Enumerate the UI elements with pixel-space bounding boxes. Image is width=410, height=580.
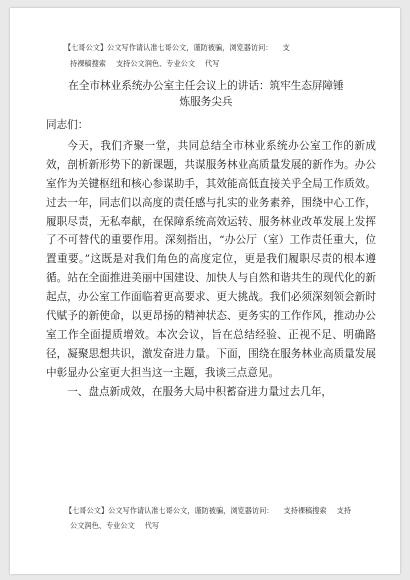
document-body xyxy=(46,116,376,402)
header-search-text: 持裸稿搜索 xyxy=(70,59,106,68)
header-notice-tail: 支 xyxy=(282,43,290,52)
header-write-text: 代写 xyxy=(205,59,220,68)
footer-support-text: 支持 xyxy=(336,506,351,515)
body-paragraph-1: 今天，我们齐聚一堂，共同总结全市林业系统办公室工作的新成效，剖析新形势下的新课题，共谋服务林业高质量发展的新作为。办公室作为关键枢纽和核心参谋助手，其效能高低直接关乎全局工作质效。过去一年，同志们以高度的责任感与扎实的业务素养，围绕中心工作，履职尽责，无私奉献，在保障系统高效运转、服务林业改革发展上发挥了不可替代的重要作用。深刻指出，“办公厅（室）工作责任重大，位置重要。”这既是对我们角色的高度定位，更是我们履职尽责的根本遵循。站在全面推进美丽中国建设、加快人与自然和谐共生的现代化的新起点，办公室工作面临着更高要求、更大挑战。我们必须深刻领会新时代赋予的新使命，以更昂扬的精神状态、更务实的工作作风，推动办公室工作全面提质增效。本次会议，旨在总结经验、正视不足、明确路径，凝聚思想共识，激发奋进力量。下面，围绕在服务林业高质量发展中彰显办公室更大担当这一主题，我谈三点意见。 xyxy=(46,139,376,379)
page-header-line-1 xyxy=(64,42,364,53)
page-footer-line-1 xyxy=(65,505,375,516)
header-notice-text: 【七哥公文】公文写作请认准七哥公文，谨防被骗，浏览器访问： xyxy=(64,43,273,52)
salutation: 同志们： xyxy=(46,119,89,131)
page-header-line-2 xyxy=(70,58,370,69)
footer-write-text: 代写 xyxy=(144,521,160,530)
header-polish-text: 支持公文润色、专业公文 xyxy=(115,59,196,68)
footer-polish-text: 公文润色、专业公文 xyxy=(70,521,135,530)
document-page xyxy=(10,8,400,574)
body-paragraph-2: 一、盘点新成效，在服务大局中积蓄奋进力量过去几年， xyxy=(67,385,333,398)
page-footer-line-2 xyxy=(70,520,380,531)
footer-search-text: 支持裸稿搜索 xyxy=(283,506,327,515)
document-title xyxy=(46,78,366,110)
document-title-line-2: 炼服务尖兵 xyxy=(179,96,233,108)
footer-notice-text: 【七哥公文】公文写作请认准七哥公文，谨防被骗，浏览器访问： xyxy=(65,506,274,515)
document-title-line-1: 在全市林业系统办公室主任会议上的讲话：筑牢生态屏障锤 xyxy=(68,80,344,92)
